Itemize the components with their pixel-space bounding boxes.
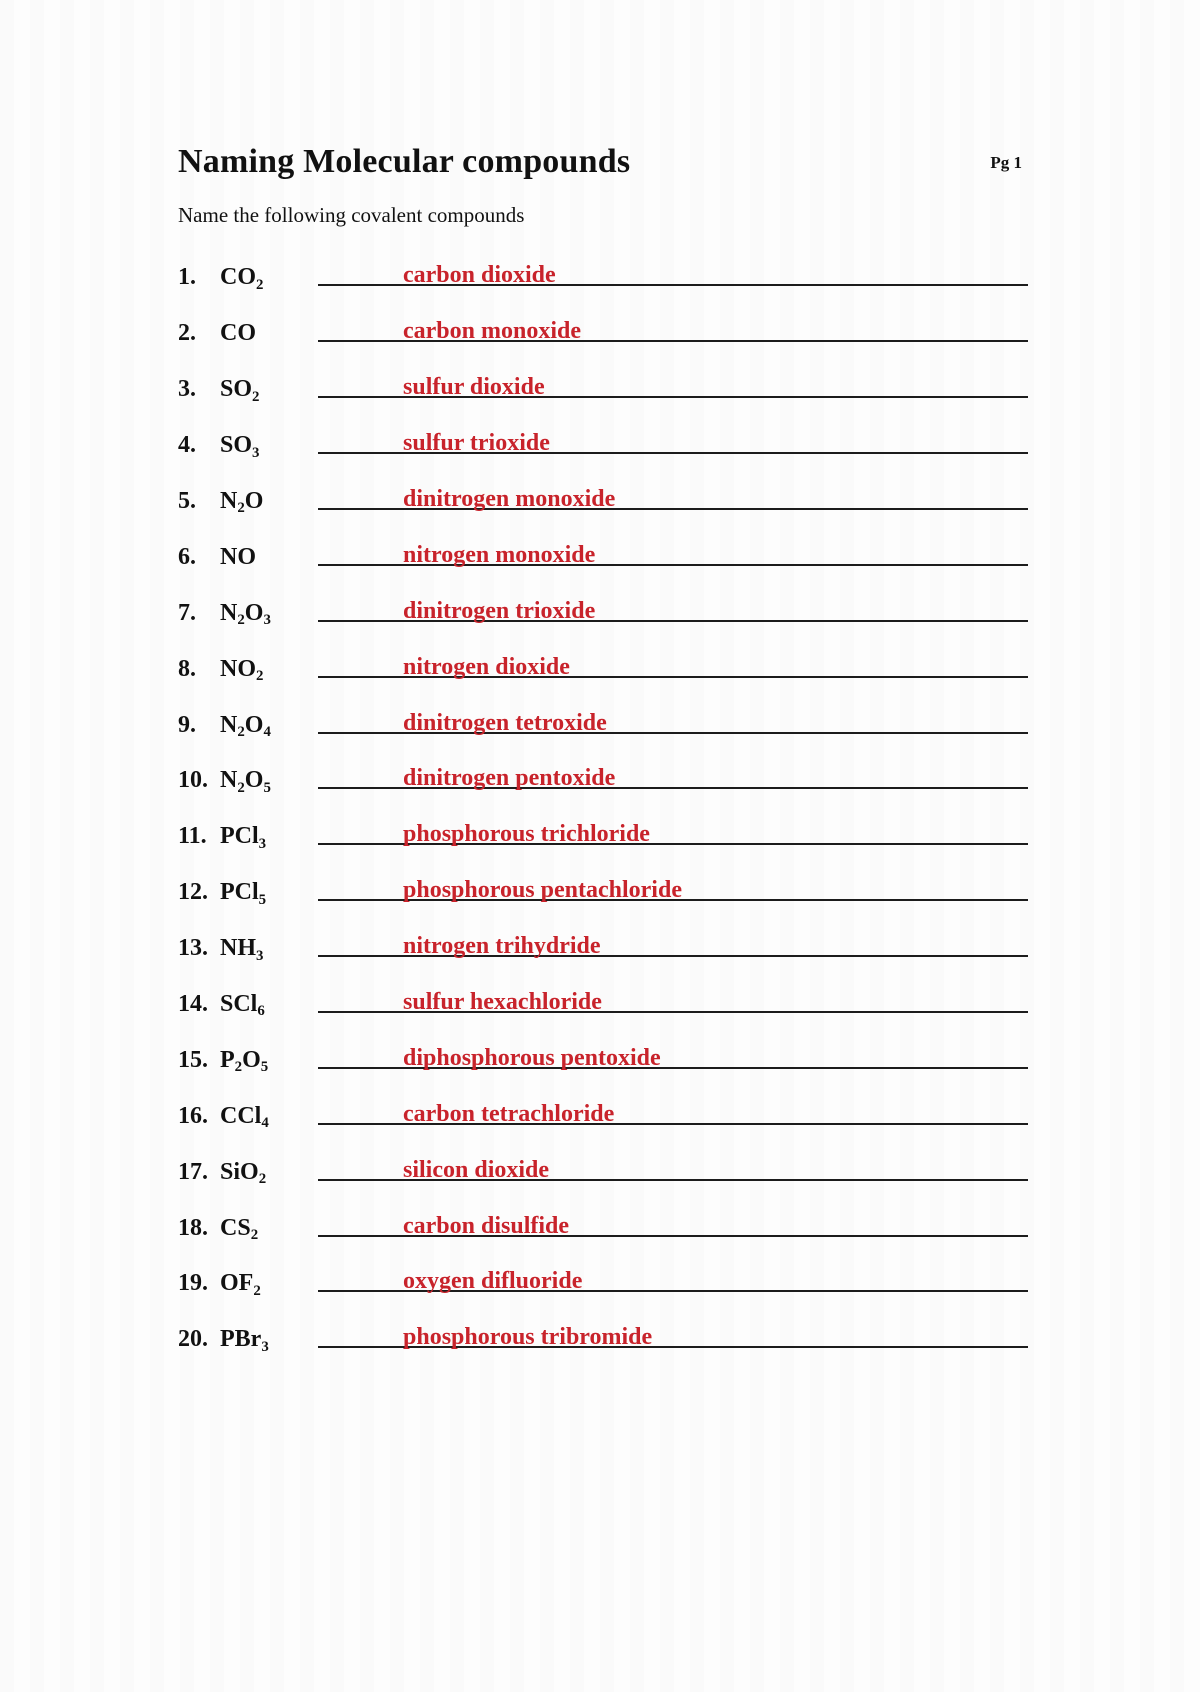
document-header — [178, 143, 1022, 180]
compound-row — [178, 901, 1028, 964]
item-number: 14. — [178, 991, 208, 1017]
item-number: 11. — [178, 823, 207, 850]
compound-row — [178, 231, 1028, 293]
item-number: 2. — [178, 320, 196, 347]
compound-formula: PCl$_3$ — [220, 823, 267, 852]
compound-row — [178, 1013, 1028, 1076]
answer-text: carbon disulfide — [403, 1212, 570, 1239]
item-number: 7. — [178, 599, 196, 626]
compound-row — [178, 1237, 1028, 1299]
compound-formula: $N_2O$ — [220, 487, 264, 517]
page-title: Naming Molecular compounds — [178, 143, 631, 180]
answer-blank-line — [318, 369, 1028, 401]
answer-text: nitrogen monoxide — [403, 541, 596, 568]
answer-text: carbon tetrachloride — [403, 1100, 615, 1127]
compound-formula: CCl$_4$ — [220, 1102, 269, 1132]
answer-blank-line — [318, 649, 1028, 678]
compound-row — [178, 734, 1028, 796]
compound-list — [178, 231, 1028, 1355]
compound-formula: $CS_2$ — [220, 1214, 259, 1244]
answer-blank-line — [318, 1263, 1028, 1295]
compound-row — [178, 1181, 1028, 1244]
compound-formula: SiO$_2$ — [220, 1158, 267, 1188]
item-number: 20. — [178, 1326, 208, 1353]
compound-formula: $OF_2$ — [220, 1270, 261, 1299]
answer-blank-line — [318, 313, 1028, 345]
answer-text: silicon dioxide — [403, 1156, 550, 1183]
item-number: 13. — [178, 935, 208, 962]
answer-text: sulfur hexachloride — [403, 989, 602, 1015]
answer-blank-line — [318, 1040, 1028, 1069]
compound-row — [178, 678, 1028, 740]
compound-formula: $NO_2$ — [220, 655, 264, 685]
answer-text: dinitrogen tetroxide — [403, 709, 607, 736]
compound-formula: $N_2O_5$ — [220, 767, 271, 796]
compound-row — [178, 957, 1028, 1020]
answer-blank-line — [318, 705, 1028, 734]
item-number: 5. — [178, 487, 196, 514]
answer-blank-line — [318, 1096, 1028, 1125]
answer-text: dinitrogen trioxide — [403, 597, 596, 624]
compound-row — [178, 398, 1028, 461]
answer-blank-line — [318, 593, 1028, 622]
answer-blank-line — [318, 1319, 1028, 1351]
answer-text: oxygen difluoride — [403, 1268, 583, 1295]
compound-row — [178, 789, 1028, 852]
answer-blank-line — [318, 872, 1028, 904]
item-number: 12. — [178, 879, 208, 906]
answer-text: nitrogen trihydride — [403, 933, 601, 960]
compound-formula: $N_2O_4$ — [220, 711, 271, 740]
answer-text: nitrogen dioxide — [403, 653, 570, 680]
item-number: 1. — [178, 264, 196, 291]
instructions-text: Name the following covalent compounds — [178, 203, 525, 228]
item-number: 3. — [178, 376, 196, 403]
answer-text: phosphorous trichloride — [403, 821, 650, 848]
compound-row — [178, 286, 1028, 347]
compound-formula: $P_2O_5$ — [220, 1046, 269, 1076]
answer-text: phosphorous pentachloride — [403, 877, 682, 904]
item-number: 8. — [178, 655, 196, 682]
item-number: 18. — [178, 1214, 208, 1241]
answer-text: carbon dioxide — [403, 262, 556, 289]
answer-blank-line — [318, 816, 1028, 848]
answer-blank-line — [318, 1208, 1028, 1237]
answer-blank-line — [318, 257, 1028, 289]
page-number-label: Pg 1 — [990, 153, 1022, 172]
answer-blank-line — [318, 425, 1028, 457]
answer-blank-line — [318, 481, 1028, 510]
compound-row — [178, 1069, 1028, 1132]
answer-blank-line — [318, 760, 1028, 792]
compound-formula: PBr$_3$ — [220, 1326, 269, 1355]
item-number: 15. — [178, 1046, 208, 1073]
compound-formula: CO — [220, 320, 256, 347]
answer-blank-line — [318, 1152, 1028, 1181]
answer-blank-line — [318, 928, 1028, 960]
compound-formula: $NH_3$ — [220, 935, 264, 964]
item-number: 17. — [178, 1158, 208, 1185]
compound-row — [178, 845, 1028, 908]
compound-formula: $N_2O_3$ — [220, 599, 271, 629]
compound-formula: NO — [220, 543, 256, 570]
compound-formula: SCl$_6$ — [220, 991, 265, 1020]
compound-row — [178, 1292, 1028, 1355]
answer-blank-line — [318, 984, 1028, 1013]
compound-formula: $CO_2$ — [220, 264, 264, 293]
compound-row — [178, 622, 1028, 685]
answer-text: dinitrogen monoxide — [403, 485, 616, 512]
compound-row — [178, 510, 1028, 570]
compound-formula: $SO_2$ — [220, 376, 260, 405]
answer-text: sulfur trioxide — [403, 430, 550, 457]
compound-row — [178, 566, 1028, 629]
answer-text: diphosphorous pentoxide — [403, 1044, 661, 1071]
item-number: 16. — [178, 1102, 208, 1129]
item-number: 4. — [178, 432, 196, 459]
compound-formula: $SO_3$ — [220, 432, 260, 461]
answer-text: sulfur dioxide — [403, 374, 545, 401]
compound-row — [178, 342, 1028, 405]
compound-formula: PCl$_5$ — [220, 879, 267, 908]
answer-blank-line — [318, 537, 1028, 566]
answer-text: dinitrogen pentoxide — [403, 765, 616, 792]
item-number: 10. — [178, 767, 208, 794]
item-number: 9. — [178, 711, 196, 738]
item-number: 6. — [178, 543, 196, 570]
answer-text: phosphorous tribromide — [403, 1324, 653, 1351]
answer-text: carbon monoxide — [403, 318, 582, 345]
item-number: 19. — [178, 1270, 208, 1297]
compound-row — [178, 454, 1028, 517]
compound-row — [178, 1125, 1028, 1188]
